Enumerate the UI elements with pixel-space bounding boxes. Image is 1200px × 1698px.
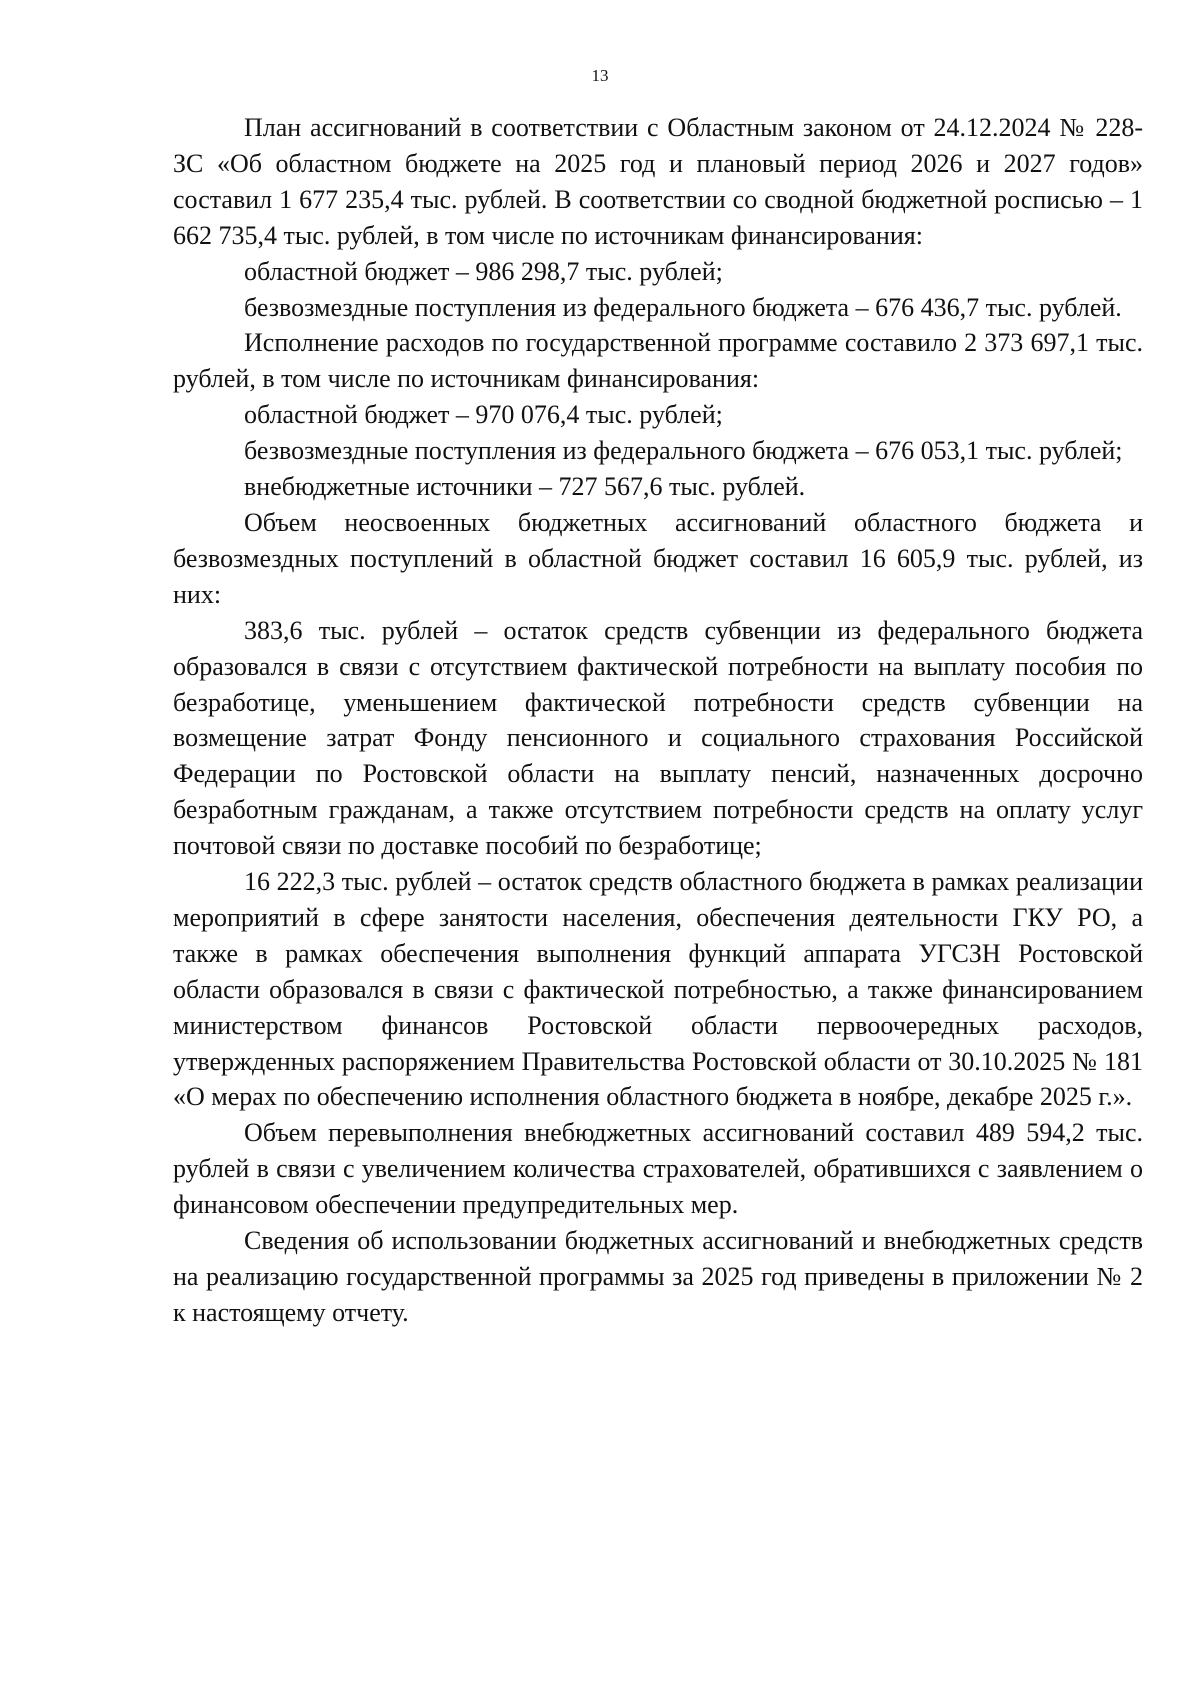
paragraph-plan-regional-budget: областной бюджет – 986 298,7 тыс. рублей; [244, 256, 723, 286]
paragraph-unspent-volume: Объем неосвоенных бюджетных ассигнований областного бюджета и безвозмездных поступлений в областной бюджет составил 16 605,9 тыс. рублей, из них: [173, 507, 1143, 609]
paragraph-execution-federal-receipts: безвозмездные поступления из федерального бюджета – 676 053,1 тыс. рублей; [244, 436, 1123, 466]
paragraph-annex-reference: Сведения об использовании бюджетных ассигнований и внебюджетных средств на реализацию государственной программы за 2025 год приведены в приложении № 2 к настоящему отчету. [173, 1226, 1143, 1327]
paragraph-plan-allocations: План ассигнований в соответствии с Областным законом от 24.12.2024 № 228-ЗС «Об областном бюджете на 2025 год и плановый период 2026 и 2027 годов» составил 1 677 235,4 тыс. рублей. В соответствии со сводной бюджетной росписью – 1 662 735,4 тыс. рублей, в том числе по источникам финансирования: [173, 113, 1143, 250]
paragraph-overfulfilment: Объем перевыполнения внебюджетных ассигнований составил 489 594,2 тыс. рублей в связи с увеличением количества страхователей, обратившихся с заявлением о финансовом обеспечении предупредительных мер. [173, 1118, 1143, 1220]
page-number: 13 [591, 66, 609, 85]
paragraph-execution-total: Исполнение расходов по государственной программе составило 2 373 697,1 тыс. рублей, в том числе по источникам финансирования: [173, 328, 1143, 394]
paragraph-execution-regional-budget: областной бюджет – 970 076,4 тыс. рублей; [244, 400, 723, 430]
document-body [173, 110, 1143, 1331]
paragraph-regional-budget-remainder: 16 222,3 тыс. рублей – остаток средств областного бюджета в рамках реализации мероприятий в сфере занятости населения, обеспечения деятельности ГКУ РО, а также в рамках обеспечения выполнения функций аппарата УГСЗН Ростовской области образовался в связи с фактической потребностью, а также финансированием министерством финансов Ростовской области первоочередных расходов, утвержденных распоряжением Правительства Ростовской области от 30.10.2025 № 181 «О мерах по обеспечению исполнения областного бюджета в ноябре, декабре 2025 г.». [173, 867, 1143, 1112]
paragraph-plan-federal-receipts: безвозмездные поступления из федерального бюджета – 676 436,7 тыс. рублей. [244, 292, 1122, 322]
paragraph-execution-extrabudgetary: внебюджетные источники – 727 567,6 тыс. рублей. [244, 472, 806, 502]
paragraph-federal-subvention-remainder: 383,6 тыс. рублей – остаток средств субвенции из федерального бюджета образовался в связи с отсутствием фактической потребности на выплату пособия по безработице, уменьшением фактической потребности средств субвенции на возмещение затрат Фонду пенсионного и социального страхования Российской Федерации по Ростовской области на выплату пенсий, назначенных досрочно безработным гражданам, а также отсутствием потребности средств на оплату услуг почтовой связи по доставке пособий по безработице; [173, 615, 1143, 861]
